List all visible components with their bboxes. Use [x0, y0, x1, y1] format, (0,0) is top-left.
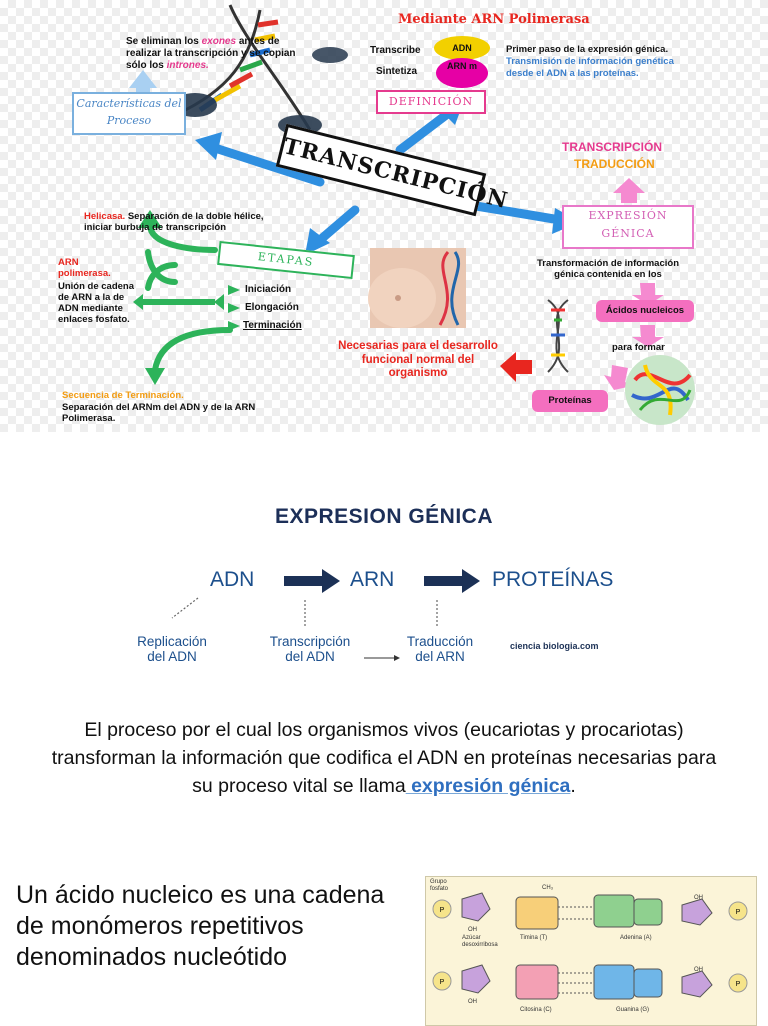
- expresion-genica-title: EXPRESION GÉNICA: [274, 505, 494, 528]
- definition-line2: Transmisión de información genética: [506, 56, 674, 67]
- oh-label-3: OH: [468, 999, 477, 1005]
- expresion-genica-box: EXPRESIÓN GÉNICA: [562, 205, 694, 249]
- sintetiza-label: Sintetiza: [376, 66, 418, 77]
- green-bracket-arrows: [148, 225, 230, 370]
- protein-structure-icon: [625, 355, 695, 425]
- arn-polimerasa-title: ARN polimerasa.: [58, 257, 111, 279]
- traduccion-label: TRADUCCIÓN: [574, 157, 655, 171]
- exones-note: Se eliminan los exones antes de realizar la transcripción y se copian sólo los intrones.: [126, 36, 296, 71]
- caracteristicas-box: Características del Proceso: [72, 92, 186, 135]
- para-formar-label: para formar: [612, 342, 665, 353]
- svg-text:P: P: [735, 909, 741, 916]
- flow-adn: ADN: [210, 568, 255, 591]
- red-arrow-icon: [500, 352, 532, 382]
- oh-label-2: OH: [694, 895, 703, 901]
- adenina-label: Adenina (A): [620, 935, 652, 941]
- expresion-definition-paragraph: El proceso por el cual los organismos vivos (eucariotas y procariotas) transforman la información que codifica el ADN en proteínas necesarias para su proceso vital se llama expresión génica.: [51, 719, 717, 797]
- proteinas-pill: Proteínas: [532, 390, 608, 412]
- azucar-label: Azúcar desoxirribosa: [462, 935, 498, 948]
- up-arrow-icon: [129, 70, 157, 92]
- transformacion-text: Transformación de información génica contenida en los: [537, 258, 679, 280]
- ciencia-biologia-watermark: ciencia biologia.com: [510, 641, 599, 651]
- secuencia-title: Secuencia de Terminación.: [62, 390, 184, 401]
- terminacion-label: Terminación: [243, 320, 302, 331]
- grupo-fosfato-label: Grupo fosfato: [430, 879, 449, 892]
- ch3-label: CH₃: [542, 885, 554, 891]
- definition-line3: desde el ADN a las proteínas.: [506, 68, 639, 79]
- svg-text:P: P: [439, 979, 445, 986]
- nucleic-acid-definition: Un ácido nucleico es una cadena de monómeros repetitivos denominados nucleótido: [16, 881, 385, 971]
- adn-ellipse: ADN: [434, 36, 490, 60]
- svg-text:P: P: [735, 981, 741, 988]
- traduccion-arn-label: Traducción del ARN: [406, 634, 474, 664]
- nucleotide-structure-figure: [425, 876, 757, 1026]
- oh-label-4: OH: [694, 967, 703, 973]
- acidos-nucleicos-pill: Ácidos nucleicos: [596, 300, 694, 322]
- etapas-box: ETAPAS: [217, 241, 355, 279]
- dna-icon: [548, 300, 568, 372]
- transcripcion-adn-label: Transcripción del ADN: [269, 634, 351, 664]
- expresion-genica-link[interactable]: expresión génica: [405, 775, 571, 797]
- citosina-label: Citosina (C): [520, 1007, 552, 1013]
- transcripcion-label: TRANSCRIPCIÓN: [562, 140, 663, 154]
- iniciacion-label: Iniciación: [245, 284, 292, 295]
- definicion-box: DEFINICIÓN: [376, 90, 486, 114]
- svg-text:P: P: [439, 907, 445, 914]
- helicasa-note: Helicasa. Separación de la doble hélice, iniciar burbuja de transcripción: [84, 211, 264, 233]
- flow-proteinas: PROTEÍNAS: [492, 568, 614, 591]
- transcribe-label: Transcribe: [370, 45, 421, 56]
- arn-polimerasa-text: Unión de cadena de ARN a la de ADN mediante enlaces fosfato.: [58, 281, 135, 325]
- polimerasa-header: Mediante ARN Polimerasa: [398, 12, 590, 27]
- timina-label: Timina (T): [520, 935, 548, 941]
- right-arrow-icon: [284, 569, 340, 593]
- necesarias-text: Necesarias para el desarrollo funcional normal del organismo: [338, 340, 498, 379]
- transcripcion-mind-map: [0, 0, 768, 432]
- replicacion-label: Replicación del ADN: [137, 634, 207, 664]
- guanina-label: Guanina (G): [616, 1007, 650, 1013]
- definition-line1: Primer paso de la expresión génica.: [506, 44, 669, 55]
- elongacion-label: Elongación: [245, 302, 299, 313]
- secuencia-text: Separación del ARNm del ADN y de la ARN Polimerasa.: [62, 402, 256, 424]
- arnm-ellipse: ARN m: [436, 58, 488, 88]
- oh-label-1: OH: [468, 927, 477, 933]
- flow-arn: ARN: [350, 568, 395, 591]
- central-title: TRANSCRIPCIÓN: [280, 133, 511, 215]
- up-arrow-icon-pink: [613, 178, 645, 203]
- right-arrow-icon: [424, 569, 480, 593]
